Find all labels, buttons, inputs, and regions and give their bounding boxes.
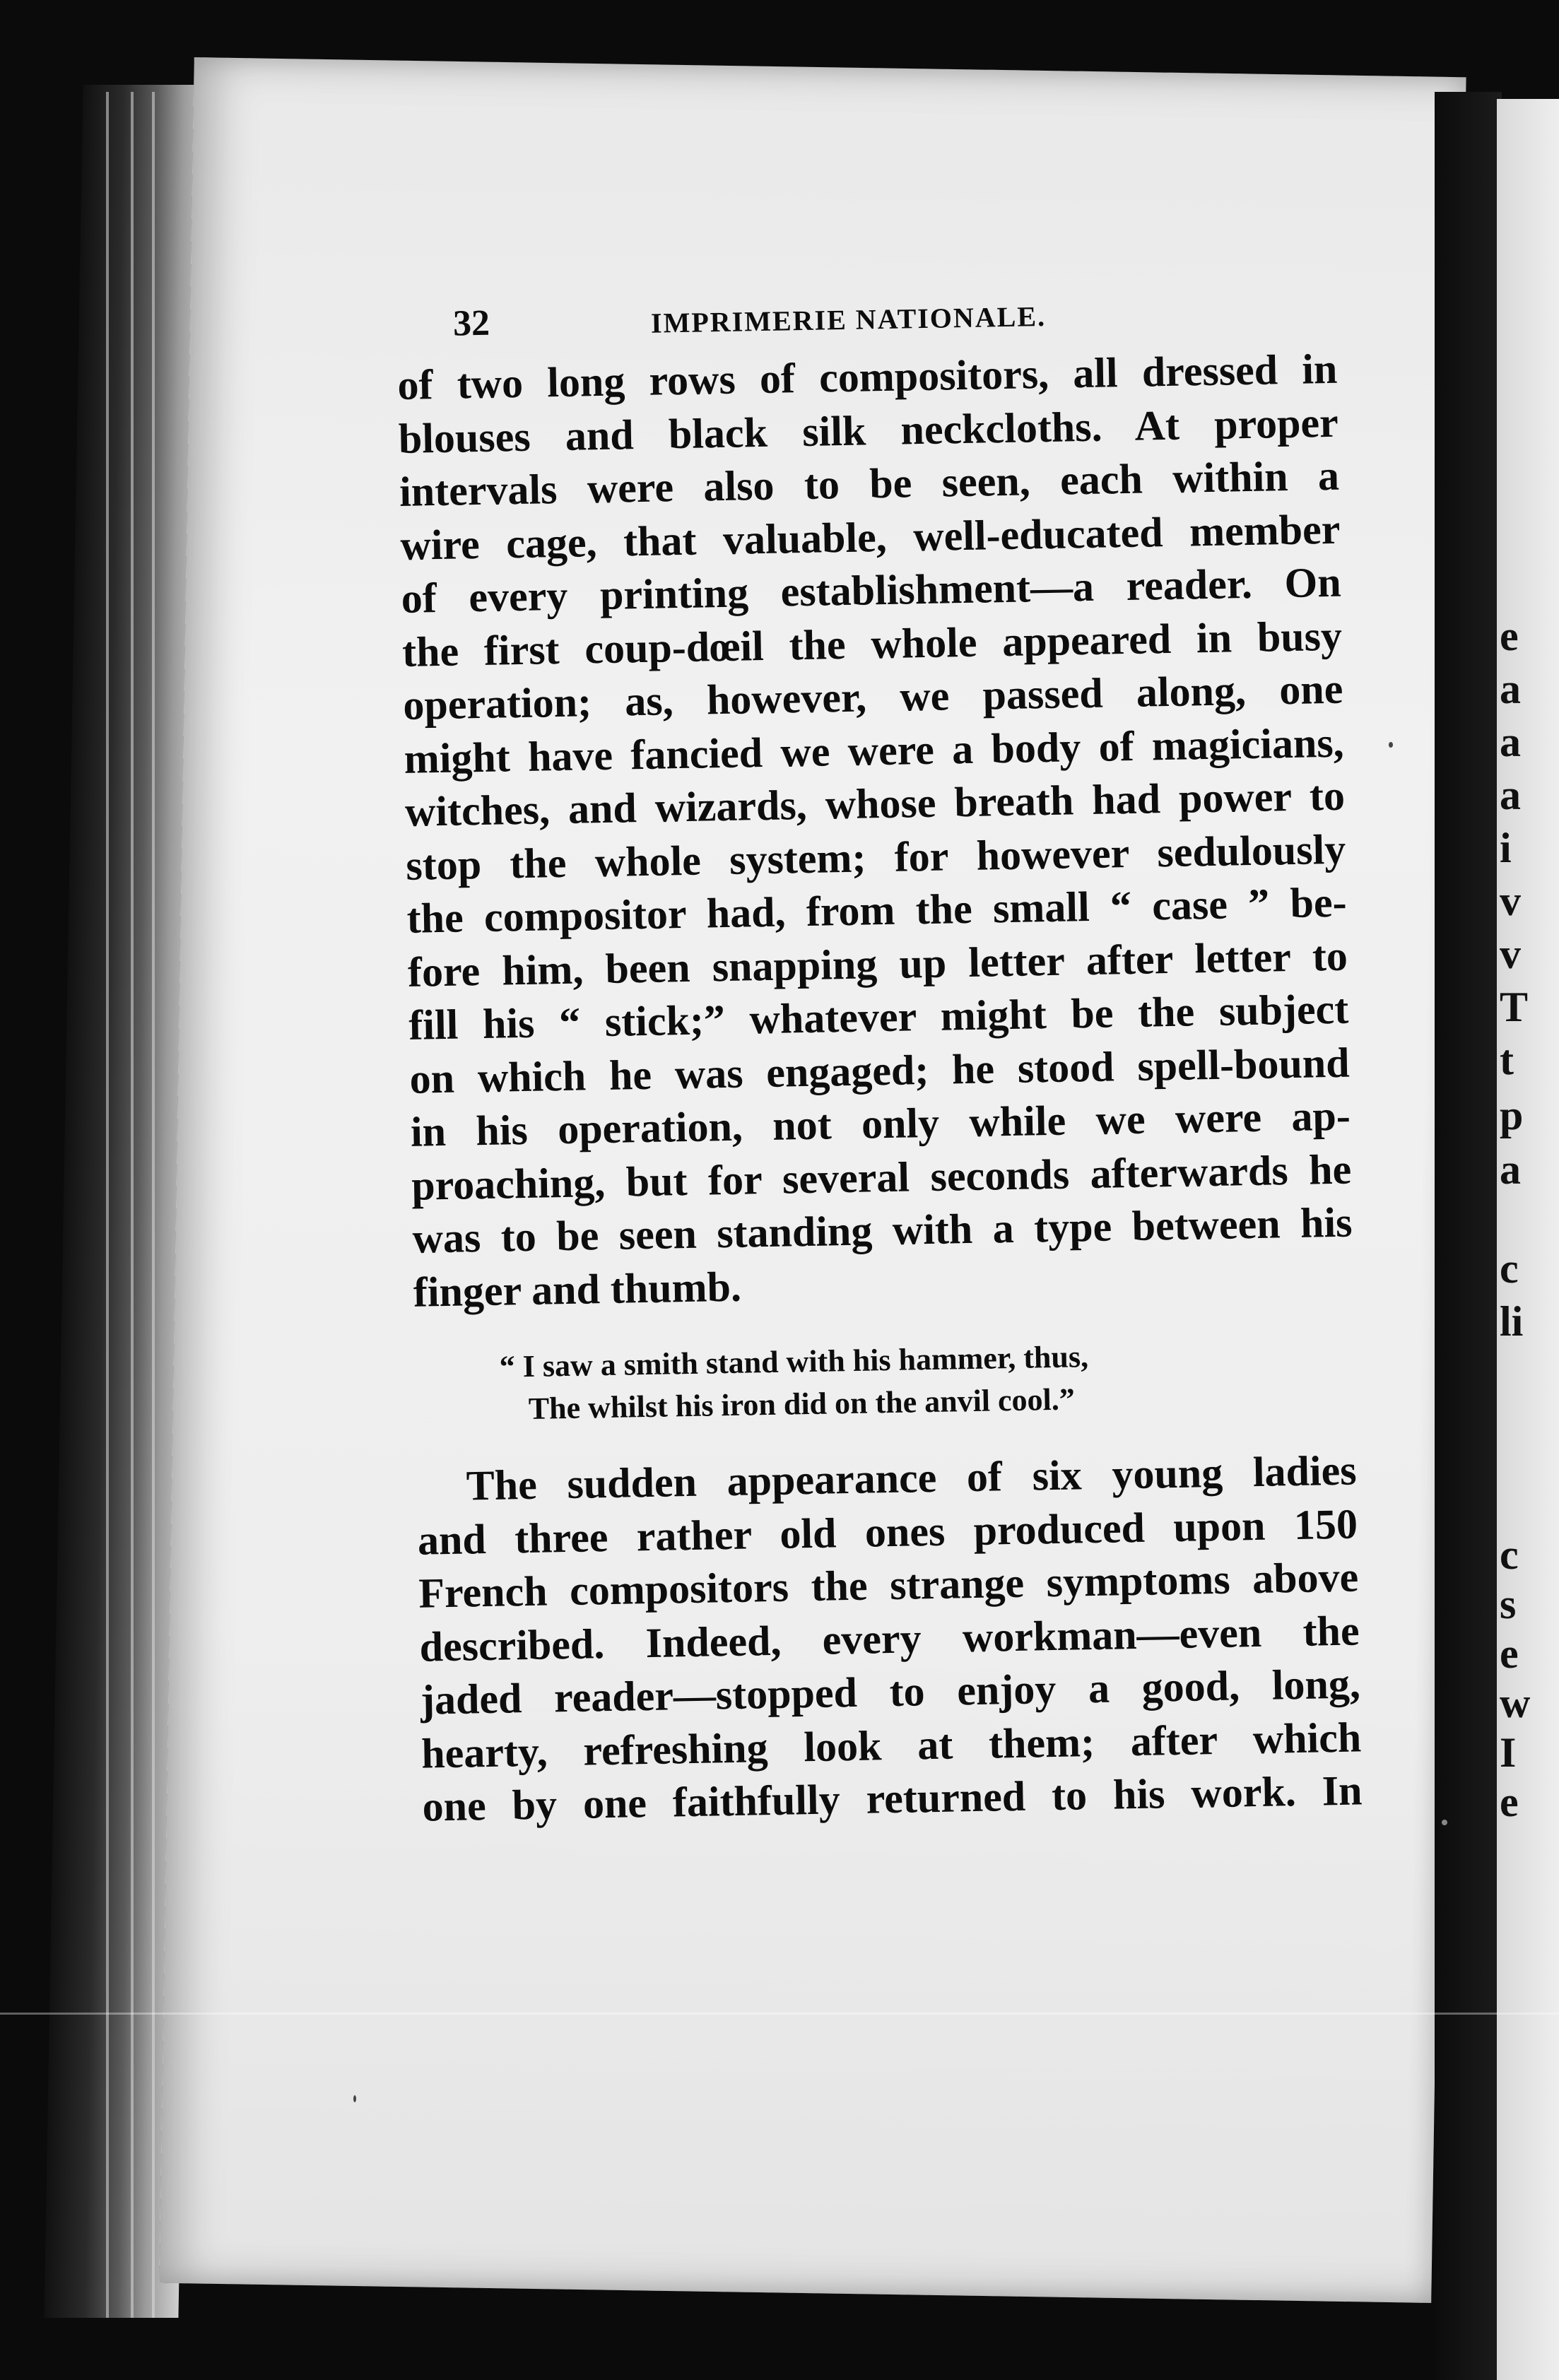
text-line: the first coup-dœil the whole appeared in busy (401, 612, 1343, 676)
adjacent-page-fragment: w (1500, 1680, 1531, 1726)
adjacent-page-fragment: I (1500, 1729, 1517, 1776)
text-line: was to be seen standing with a type between his (412, 1198, 1353, 1262)
adjacent-page-fragment: p (1500, 1092, 1524, 1138)
text-line: finger and thumb. (413, 1263, 742, 1316)
page-number: 32 (452, 302, 490, 344)
page-gutter (1435, 92, 1502, 2380)
adjacent-page-fragment: t (1500, 1037, 1514, 1083)
text-line: described. Indeed, every workman—even the (419, 1606, 1360, 1671)
adjacent-page (1497, 99, 1559, 2380)
adjacent-page-fragment: i (1500, 825, 1512, 871)
text-line: jaded reader—stopped to enjoy a good, long, (420, 1660, 1361, 1724)
page-text-block (396, 266, 1363, 1834)
text-line: operation; as, however, we passed along, one (402, 665, 1343, 729)
text-line: might have fancied we were a body of magicians, (404, 719, 1345, 782)
text-line: wire cage, that valuable, well-educated member (399, 505, 1341, 569)
adjacent-page-fragment: a (1500, 666, 1521, 712)
adjacent-page-fragment: v (1500, 878, 1521, 924)
running-head: IMPRIMERIE NATIONALE. (650, 300, 1047, 339)
binding-edge-line (131, 92, 134, 2318)
text-line: fill his “ stick;” whatever might be the subject (408, 985, 1349, 1049)
text-line: blouses and black silk neckcloths. At proper (398, 399, 1339, 462)
adjacent-page-fragment: c (1500, 1245, 1519, 1292)
text-line: intervals were also to be seen, each within a (399, 452, 1340, 515)
adjacent-page-fragment: e (1500, 613, 1519, 659)
paragraph (397, 343, 1354, 1319)
text-line: on which he was engaged; he stood spell-bound (409, 1039, 1351, 1102)
adjacent-page-fragment: e (1500, 1630, 1519, 1677)
adjacent-page-fragment: T (1500, 984, 1529, 1030)
adjacent-page-fragment: s (1500, 1581, 1517, 1627)
text-line: the compositor had, from the small “ case ” be- (406, 878, 1348, 942)
text-line: and three rather old ones produced upon 150 (417, 1500, 1358, 1564)
text-line: hearty, refreshing look at them; after which (420, 1713, 1362, 1777)
adjacent-page-fragment: a (1500, 1146, 1521, 1193)
text-line: proaching, but for several seconds afterwards he (411, 1145, 1352, 1209)
paragraph (416, 1444, 1363, 1834)
adjacent-page-fragment: a (1500, 772, 1521, 818)
ink-speck (1389, 742, 1393, 748)
adjacent-page-fragment: e (1500, 1779, 1519, 1825)
quotation-line: “ I saw a smith stand with his hammer, thus, (499, 1339, 1089, 1384)
block-quotation (499, 1331, 1355, 1431)
text-line: The sudden appearance of six young ladies (466, 1447, 1358, 1509)
scan-artifact-line (0, 2013, 1559, 2015)
adjacent-page-fragment: a (1500, 719, 1521, 765)
text-line: stop the whole system; for however sedulously (405, 825, 1346, 889)
adjacent-page-fragment: li (1500, 1298, 1524, 1345)
text-line: one by one faithfully returned to his work. In (422, 1767, 1363, 1830)
binding-edge-line (106, 92, 109, 2318)
adjacent-page-fragment: v (1500, 931, 1521, 977)
text-line: fore him, been snapping up letter after letter to (407, 932, 1348, 996)
text-line: French compositors the strange symptoms above (418, 1553, 1359, 1617)
adjacent-page-fragment: c (1500, 1531, 1519, 1578)
text-line: in his operation, not only while we were ap- (410, 1092, 1351, 1155)
ink-speck (353, 2095, 356, 2102)
text-line: witches, and wizards, whose breath had power to (404, 772, 1346, 835)
quotation-line: The whilst his iron did on the anvil cool.” (528, 1382, 1076, 1426)
binding-edge-line (152, 92, 155, 2318)
ink-speck (1442, 1820, 1447, 1825)
text-line: of two long rows of compositors, all dressed in (396, 345, 1338, 408)
text-line: of every printing establishment—a reader. On (401, 558, 1342, 622)
